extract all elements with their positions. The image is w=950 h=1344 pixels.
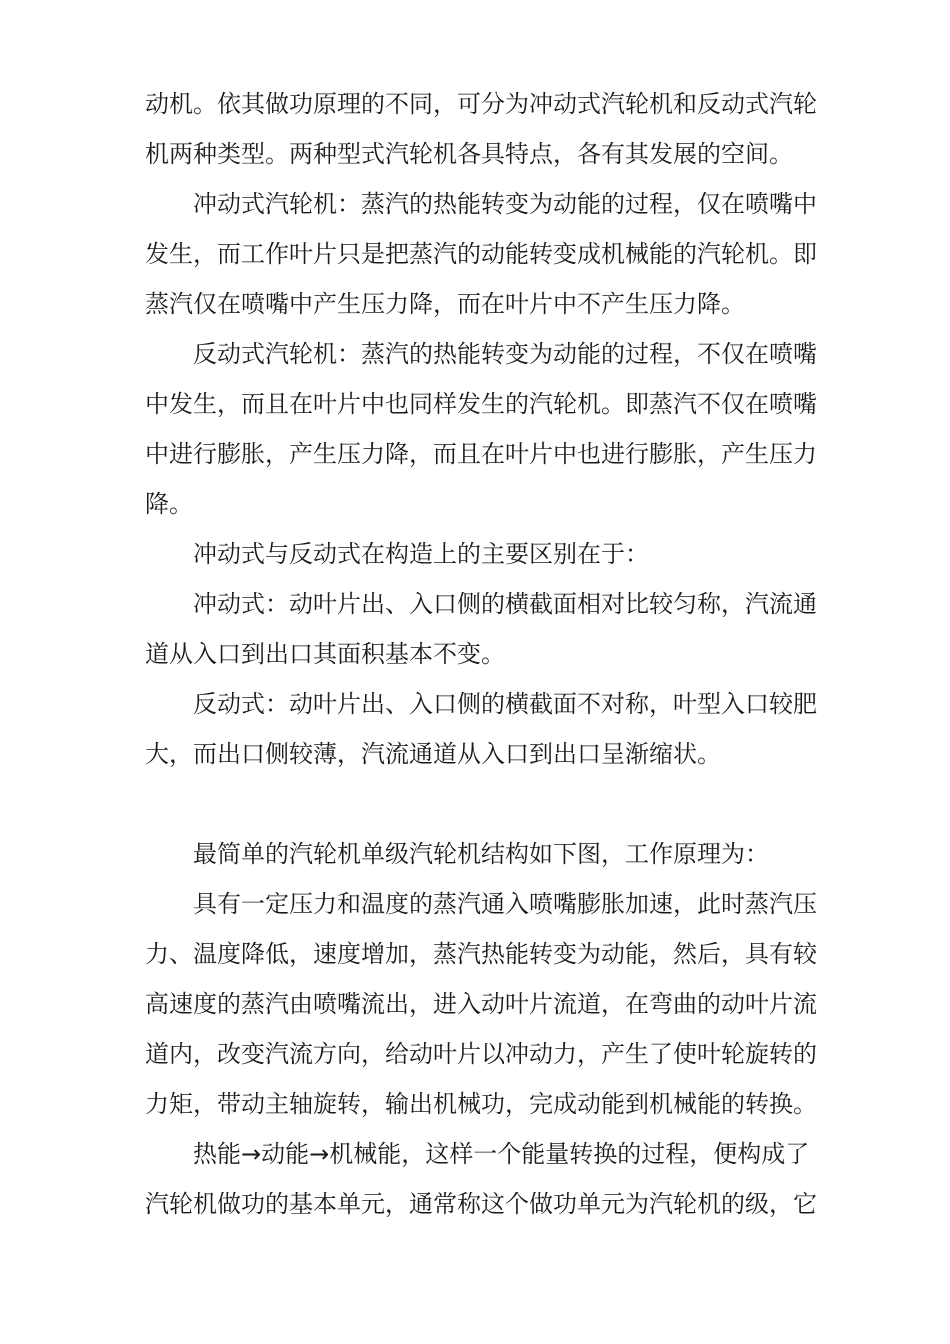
text-line: 蒸汽仅在喷嘴中产生压力降，而在叶片中不产生压力降。 xyxy=(145,290,745,318)
text-line: 发生，而工作叶片只是把蒸汽的动能转变成机械能的汽轮机。即 xyxy=(145,240,817,268)
text-line: 动机。依其做功原理的不同，可分为冲动式汽轮机和反动式汽轮 xyxy=(145,90,817,118)
blank-line xyxy=(145,779,810,829)
paragraph-start-line: 反动式：动叶片出、入口侧的横截面不对称，叶型入口较肥 xyxy=(193,690,817,718)
paragraph-start-line: 冲动式：动叶片出、入口侧的横截面相对比较匀称，汽流通 xyxy=(193,590,817,618)
paragraph-start-line: 冲动式汽轮机：蒸汽的热能转变为动能的过程，仅在喷嘴中 xyxy=(193,190,817,218)
text-line: 机两种类型。两种型式汽轮机各具特点，各有其发展的空间。 xyxy=(145,140,793,168)
text-line: 中进行膨胀，产生压力降，而且在叶片中也进行膨胀，产生压力 xyxy=(145,440,817,468)
text-line: 力、温度降低，速度增加，蒸汽热能转变为动能，然后，具有较 xyxy=(145,940,817,968)
paragraph-start-line: 热能→动能→机械能，这样一个能量转换的过程，便构成了 xyxy=(193,1140,810,1168)
text-line: 降。 xyxy=(145,490,193,518)
text-line: 汽轮机做功的基本单元，通常称这个做功单元为汽轮机的级，它 xyxy=(145,1190,817,1218)
document-page xyxy=(145,79,817,1229)
paragraph-start-line: 具有一定压力和温度的蒸汽通入喷嘴膨胀加速，此时蒸汽压 xyxy=(193,890,817,918)
text-line: 大，而出口侧较薄，汽流通道从入口到出口呈渐缩状。 xyxy=(145,740,721,768)
text-line: 道从入口到出口其面积基本不变。 xyxy=(145,640,505,668)
text-line: 道内，改变汽流方向，给动叶片以冲动力，产生了使叶轮旋转的 xyxy=(145,1040,817,1068)
paragraph-start-line: 反动式汽轮机：蒸汽的热能转变为动能的过程，不仅在喷嘴 xyxy=(193,340,817,368)
text-line: 力矩，带动主轴旋转，输出机械功，完成动能到机械能的转换。 xyxy=(145,1090,817,1118)
text-line: 中发生，而且在叶片中也同样发生的汽轮机。即蒸汽不仅在喷嘴 xyxy=(145,390,817,418)
text-line: 高速度的蒸汽由喷嘴流出，进入动叶片流道，在弯曲的动叶片流 xyxy=(145,990,817,1018)
paragraph-start-line: 最简单的汽轮机单级汽轮机结构如下图，工作原理为： xyxy=(193,840,769,868)
paragraph-start-line: 冲动式与反动式在构造上的主要区别在于： xyxy=(193,540,649,568)
